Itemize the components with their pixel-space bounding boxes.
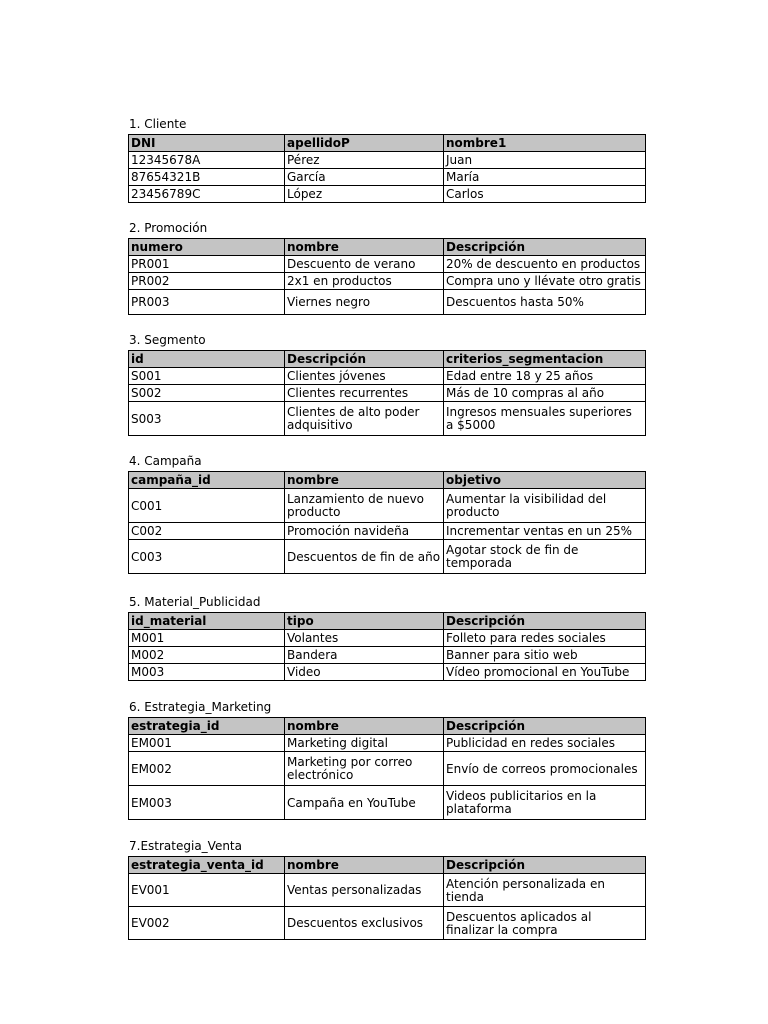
table-row (129, 786, 646, 820)
header-cell: nombre1 (444, 135, 646, 152)
header-cell: estrategia_id (129, 718, 285, 735)
table-material-publicidad (128, 612, 646, 681)
header-cell: nombre (285, 472, 444, 489)
header-cell: numero (129, 239, 285, 256)
table-cell: M001 (129, 630, 285, 647)
table-cell: Incrementar ventas en un 25% (444, 523, 646, 540)
section-campana (128, 454, 645, 574)
section-title: 7.Estrategia_Venta (129, 839, 242, 853)
header-cell: id_material (129, 613, 285, 630)
header-cell: Descripción (444, 239, 646, 256)
table-cell: Promoción navideña (285, 523, 444, 540)
section-title: 2. Promoción (129, 221, 208, 235)
table-cell: Carlos (444, 186, 646, 203)
table-cell: Clientes recurrentes (285, 385, 444, 402)
table-cell: EV001 (129, 874, 285, 907)
table-row (129, 523, 646, 540)
table-cell: S001 (129, 368, 285, 385)
section-material-publicidad (128, 595, 645, 681)
table-row (129, 907, 646, 940)
table-cell: Descuentos exclusivos (285, 907, 444, 940)
header-row (129, 857, 646, 874)
table-cell: Descuentos hasta 50% (444, 290, 646, 315)
table-cell: PR002 (129, 273, 285, 290)
table-cell: C002 (129, 523, 285, 540)
table-cell: M002 (129, 647, 285, 664)
table-cell: S003 (129, 402, 285, 436)
table-cell: C003 (129, 540, 285, 574)
header-cell: nombre (285, 239, 444, 256)
header-cell: id (129, 351, 285, 368)
table-cell: López (285, 186, 444, 203)
table-row (129, 402, 646, 436)
table-cell: María (444, 169, 646, 186)
header-cell: campaña_id (129, 472, 285, 489)
header-cell: objetivo (444, 472, 646, 489)
header-cell: apellidoP (285, 135, 444, 152)
table-cell: PR001 (129, 256, 285, 273)
table-cell: 12345678A (129, 152, 285, 169)
table-cell: García (285, 169, 444, 186)
section-title: 6. Estrategia_Marketing (129, 700, 272, 714)
table-row (129, 540, 646, 574)
table-row (129, 368, 646, 385)
table-campana (128, 471, 646, 574)
table-cell: Edad entre 18 y 25 años (444, 368, 646, 385)
table-cell: Lanzamiento de nuevo producto (285, 489, 444, 523)
table-cell: M003 (129, 664, 285, 681)
table-cell: 23456789C (129, 186, 285, 203)
header-cell: criterios_segmentacion (444, 351, 646, 368)
table-row (129, 630, 646, 647)
table-cell: Agotar stock de fin de temporada (444, 540, 646, 574)
table-cell: Envío de correos promocionales (444, 752, 646, 786)
table-cell: Vídeo promocional en YouTube (444, 664, 646, 681)
table-row (129, 735, 646, 752)
table-cell: EM002 (129, 752, 285, 786)
header-cell: nombre (285, 857, 444, 874)
table-cell: Marketing por correo electrónico (285, 752, 444, 786)
table-cell: Bandera (285, 647, 444, 664)
table-row (129, 752, 646, 786)
table-row (129, 385, 646, 402)
table-estrategia-venta (128, 856, 646, 940)
table-cell: Clientes de alto poder adquisitivo (285, 402, 444, 436)
header-row (129, 718, 646, 735)
header-row (129, 135, 646, 152)
header-cell: tipo (285, 613, 444, 630)
section-title: 4. Campaña (129, 454, 202, 468)
section-title: 1. Cliente (129, 117, 187, 131)
section-estrategia-marketing (128, 700, 645, 820)
table-promocion (128, 238, 646, 315)
header-row (129, 239, 646, 256)
table-cell: Aumentar la visibilidad del producto (444, 489, 646, 523)
header-cell: DNI (129, 135, 285, 152)
section-promocion (128, 221, 645, 315)
table-cell: Descuentos de fin de año (285, 540, 444, 574)
table-cell: Campaña en YouTube (285, 786, 444, 820)
table-cell: S002 (129, 385, 285, 402)
table-cell: EV002 (129, 907, 285, 940)
table-row (129, 647, 646, 664)
table-cell: Descuento de verano (285, 256, 444, 273)
table-cell: Banner para sitio web (444, 647, 646, 664)
section-estrategia-venta (128, 839, 645, 940)
table-cell: Publicidad en redes sociales (444, 735, 646, 752)
table-cell: 20% de descuento en productos (444, 256, 646, 273)
table-cell: C001 (129, 489, 285, 523)
header-cell: Descripción (444, 718, 646, 735)
table-row (129, 273, 646, 290)
table-cell: Atención personalizada en tienda (444, 874, 646, 907)
table-cell: Marketing digital (285, 735, 444, 752)
table-cell: PR003 (129, 290, 285, 315)
table-cell: Descuentos aplicados al finalizar la compra (444, 907, 646, 940)
table-cell: 87654321B (129, 169, 285, 186)
table-row (129, 489, 646, 523)
table-cell: Más de 10 compras al año (444, 385, 646, 402)
table-cell: Video (285, 664, 444, 681)
table-row (129, 290, 646, 315)
table-cell: Viernes negro (285, 290, 444, 315)
table-row (129, 664, 646, 681)
table-row (129, 169, 646, 186)
header-cell: estrategia_venta_id (129, 857, 285, 874)
header-cell: Descripción (444, 857, 646, 874)
table-cell: Videos publicitarios en la plataforma (444, 786, 646, 820)
header-row (129, 472, 646, 489)
table-cell: Ingresos mensuales superiores a $5000 (444, 402, 646, 436)
table-cell: Folleto para redes sociales (444, 630, 646, 647)
header-row (129, 351, 646, 368)
table-cell: EM003 (129, 786, 285, 820)
section-segmento (128, 333, 645, 436)
table-row (129, 186, 646, 203)
table-cell: 2x1 en productos (285, 273, 444, 290)
section-cliente (128, 117, 645, 203)
table-cell: Clientes jóvenes (285, 368, 444, 385)
table-row (129, 152, 646, 169)
table-row (129, 874, 646, 907)
table-cell: Compra uno y llévate otro gratis (444, 273, 646, 290)
header-cell: Descripción (285, 351, 444, 368)
table-cliente (128, 134, 646, 203)
header-cell: nombre (285, 718, 444, 735)
section-title: 5. Material_Publicidad (129, 595, 261, 609)
table-estrategia-marketing (128, 717, 646, 820)
table-cell: Pérez (285, 152, 444, 169)
table-cell: Juan (444, 152, 646, 169)
header-cell: Descripción (444, 613, 646, 630)
table-cell: Volantes (285, 630, 444, 647)
table-segmento (128, 350, 646, 436)
table-row (129, 256, 646, 273)
header-row (129, 613, 646, 630)
section-title: 3. Segmento (129, 333, 206, 347)
table-cell: EM001 (129, 735, 285, 752)
table-cell: Ventas personalizadas (285, 874, 444, 907)
